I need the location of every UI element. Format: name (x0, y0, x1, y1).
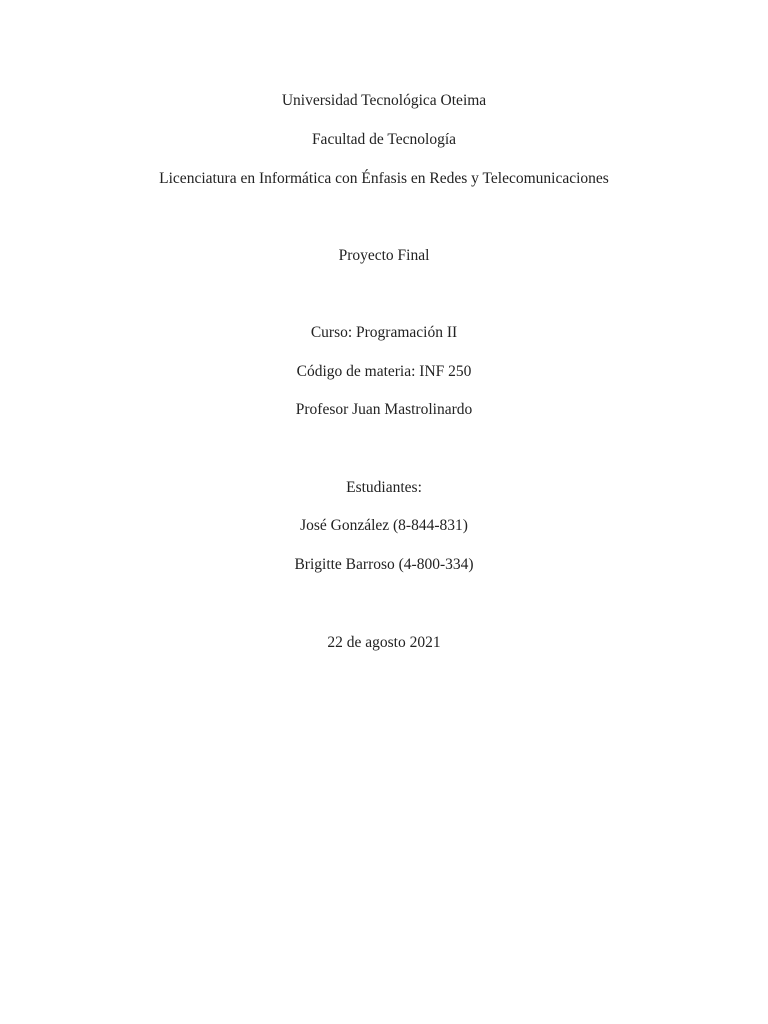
student-item: José González (8-844-831) (300, 517, 468, 534)
degree-name: Licenciatura en Informática con Énfasis en Redes y Telecomunicaciones (159, 170, 609, 187)
course-name: Curso: Programación II (310, 324, 458, 341)
document-date: 22 de agosto 2021 (327, 634, 441, 651)
students-heading: Estudiantes: (346, 479, 422, 496)
university-name: Universidad Tecnológica Oteima (281, 92, 487, 109)
project-title: Proyecto Final (338, 247, 430, 264)
student-item: Brigitte Barroso (4-800-334) (294, 556, 474, 573)
subject-code: Código de materia: INF 250 (296, 363, 472, 380)
professor-name: Profesor Juan Mastrolinardo (295, 401, 473, 418)
faculty-name: Facultad de Tecnología (311, 131, 457, 148)
